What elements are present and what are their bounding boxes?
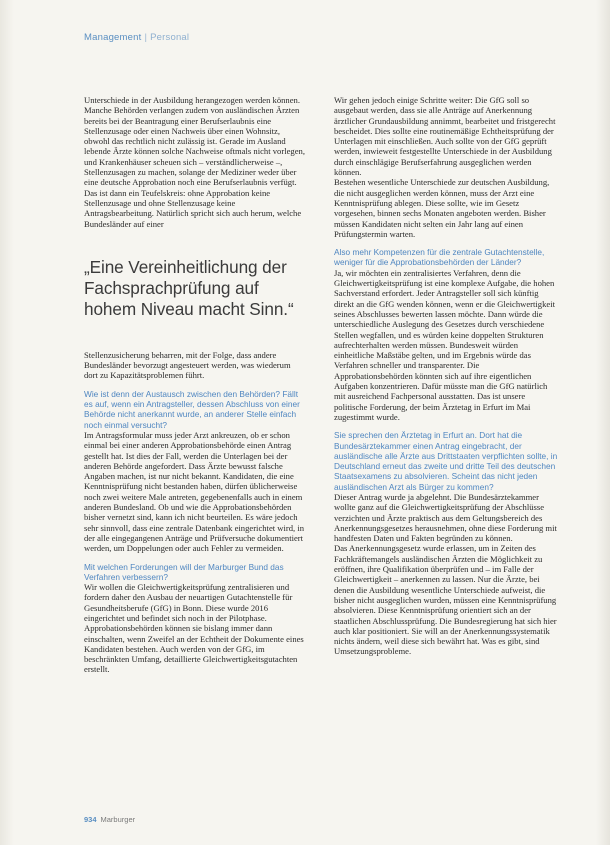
right-paragraph-4: Dieser Antrag wurde ja abgelehnt. Die Bundesärztekammer wollte ganz auf die Gleichwertigkeitsprüfung der Abschlüsse verzichten und Ärzte praktisch aus dem Geltungsbereich des Anerkennungsgesetzes herausnehmen, ohne diese Forderung mit handfesten Daten und Fakten begründen zu können.	[334, 491, 557, 544]
page-footer	[84, 815, 135, 824]
left-paragraph-5: Wir wollen die Gleichwertigkeitsprüfung zentralisieren und fordern daher den Ausbau der neuartigen Gutachtenstelle für Gesundheitsberufe (GfG) in Bonn. Diese wurde 2016 eingerichtet und befindet sich noch in der Pilotphase. Approbationsbehörden können sie bislang immer dann einschalten, wenn Zweifel an der Echtheit der Dokumente eines Kandidaten bestehen. Auch werden von der GfG, im beschränkten Umfang, detaillierte Gleichwertigkeitsgutachten erstellt.	[84, 582, 304, 675]
page-number: 934	[84, 815, 97, 824]
subsection-label: Personal	[150, 32, 190, 43]
left-column	[84, 95, 306, 675]
right-column	[334, 95, 559, 657]
section-separator: |	[144, 32, 148, 43]
interview-question-3: Also mehr Kompetenzen für die zentrale Gutachtenstelle, weniger für die Approbationsbehörden der Länder?	[334, 247, 545, 268]
left-paragraph-4: Im Antragsformular muss jeder Arzt ankreuzen, ob er schon einmal bei einer anderen Approbationsbehörde einen Antrag gestellt hat. Ist dies der Fall, werden die Unterlagen bei der anderen Behörde angefordert. Dass Ärzte bewusst falsche Angaben machen, ist nur nicht bekannt. Kandidaten, die eine Kenntnisprüfung nicht bestanden haben, dürfen üblicherweise noch zwei weitere Male antreten, gegebenenfalls auch in einem anderen Bundesland. Ob und wie die Approbationsbehörden bisher vernetzt sind, kann ich nicht beurteilen. Es wäre jedoch sehr sinnvoll, dass eine zentrale Datenbank eingerichtet wird, in der alle eingegangenen Anträge und Prüfversuche dokumentiert werden, um Doppelungen oder auch Fehler zu vermeiden.	[84, 429, 305, 554]
pull-quote: „Eine Vereinheitlichung der Fachsprachprüfung auf hohem Niveau macht Sinn.“	[84, 256, 294, 319]
section-label: Management	[84, 32, 142, 43]
left-paragraph-3: Stellenzusicherung beharren, mit der Folge, dass andere Bundesländer bevorzugt angesteuert werden, was wiederum dort zu Kapazitätsproblemen führt.	[84, 349, 291, 381]
section-header	[84, 32, 189, 43]
interview-question-2: Mit welchen Forderungen will der Marburger Bund das Verfahren verbessern?	[84, 561, 284, 582]
interview-question-1: Wie ist denn der Austausch zwischen den Behörden? Fällt es auf, wenn ein Antragsteller, dessen Abschluss von einer Behörde nicht anerkannt wurde, an anderer Stelle einfach noch einmal versucht?	[84, 388, 300, 430]
right-paragraph-2: Bestehen wesentliche Unterschiede zur deutschen Ausbildung, die nicht ausgeglichen werden können, muss der Arzt eine Kenntnisprüfung ablegen. Diese sollte, wie im Gesetz vorgesehen, binnen sechs Monaten angeboten werden. Bisher müssen Kandidaten nicht selten ein Jahr lang auf einen Prüfungstermin warten.	[334, 177, 550, 239]
magazine-name: Marburger	[100, 815, 136, 824]
right-paragraph-3: Ja, wir möchten ein zentralisiertes Verfahren, denn die Gleichwertigkeitsprüfung ist eine komplexe Aufgabe, die hohen Sachverstand erfordert. Jeder Antragsteller soll sich künftig direkt an die GfG wenden können, wenn er die Gleichwertigkeit seines Abschlusses bewerten lassen möchte. Dann würde die unterschiedliche Auslegung des Gesetzes durch verschiedene Stellen wegfallen, und es würden keine doppelten Strukturen aufrechterhalten werden müssen. Bundesweit würden einheitliche Maßstäbe gelten, und im Ergebnis würde das Verfahren schneller und transparenter. Die Approbationsbehörden könnten sich auf ihre eigentlichen Aufgaben konzentrieren. Dafür müsste man die GfG natürlich mit ausreichend Fachpersonal ausstatten. Das ist unsere politische Forderung, der beim Ärztetag in Erfurt im Mai zugestimmt wurde.	[334, 267, 555, 422]
right-paragraph-5: Das Anerkennungsgesetz wurde erlassen, um in Zeiten des Fachkräftemangels ausländischen Ärzten die Möglichkeit zu eröffnen, ihre Qualifikation überprüfen und – im Falle der Gleichwertigkeit – anerkennen zu lassen. Nur die Ärzte, bei denen die Ausbildung wesentliche Unterschiede aufweist, die bisher nicht ausgeglichen wurden, müssen eine Kenntnisprüfung absolvieren. Diese Kenntnisprüfung orientiert sich an der staatlichen Abschlussprüfung. Die Bundesregierung hat sich hier auch klar positioniert. Sie will an der Anerkennungssystematik nichts ändern, weil diese sich bewährt hat. Was es gibt, sind Umsetzungsprobleme.	[334, 543, 557, 657]
left-paragraph-2: Manche Behörden verlangen zudem von ausländischen Ärzten bereits bei der Beantragung einer Berufserlaubnis eine Stellenzusage oder einen Nachweis über einen Wohnsitz, obwohl das rechtlich nicht zulässig ist. Gerade im Ausland lebende Ärzte können solche Nachweise oftmals nicht vorlegen, und Krankenhäuser scheuen sich – verständlicherweise –, Stellenzusagen zu machen, solange der Mediziner weder über eine deutsche Approbation noch eine Berufserlaubnis verfügt. Das ist dann ein Teufelskreis: ohne Approbation keine Stellenzusage und ohne Stellenzusage keine Antragsbearbeitung. Natürlich spricht sich auch herum, welche Bundesländer auf einer	[84, 105, 305, 229]
left-paragraph-1: Unterschiede in der Ausbildung herangezogen werden können.	[84, 95, 300, 105]
interview-question-4: Sie sprechen den Ärztetag in Erfurt an. Dort hat die Bundesärztekammer einen Antrag eingebracht, der ausländische alle Ärzte aus Drittstaaten verpflichten sollte, in Deutschland erneut das zweite und dritte Teil des deutschen Staatsexamens zu absolvieren. Scheint das nicht jeden ausländischen Arzt als Bürger zu kommen?	[334, 430, 558, 492]
right-paragraph-1: Wir gehen jedoch einige Schritte weiter: Die GfG soll so ausgebaut werden, dass sie alle Anträge auf Anerkennung ärztlicher Grundausbildung annimmt, bearbeitet und fristgerecht bescheidet. Dies sollte eine routinemäßige Echtheitsprüfung der Unterlagen mit einschließen. Auch sollte von der GfG geprüft werden, inwieweit festgestellte Unterschiede in der Ausbildung durch einschlägige Berufserfahrung ausgeglichen werden können.	[334, 95, 556, 178]
